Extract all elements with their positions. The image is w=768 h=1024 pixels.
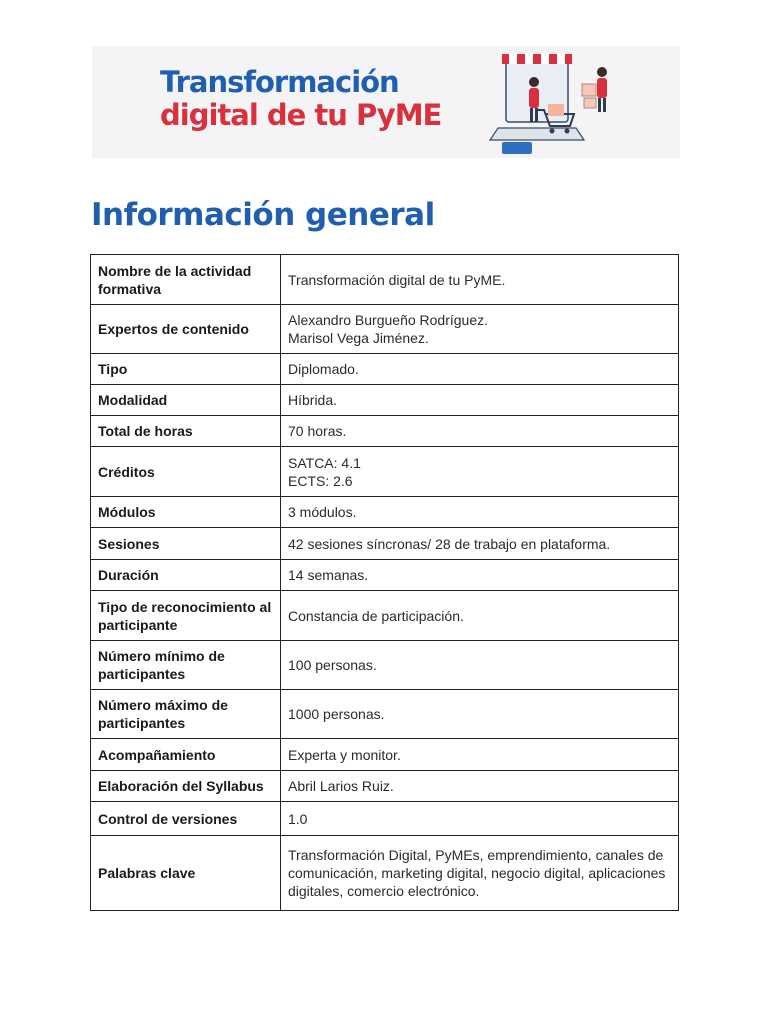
row-label: Palabras clave [91,836,281,911]
row-value: SATCA: 4.1 ECTS: 2.6 [281,447,679,497]
banner-title [160,66,441,132]
table-row [91,416,679,447]
table-row [91,354,679,385]
general-info-table [90,254,679,911]
row-label: Número mínimo de participantes [91,641,281,690]
row-value: Transformación digital de tu PyME. [281,255,679,305]
table-row [91,591,679,641]
row-value: Abril Larios Ruiz. [281,771,679,802]
row-value: 42 sesiones síncronas/ 28 de trabajo en plataforma. [281,528,679,560]
banner-title-line1: Transformación [160,65,399,99]
row-value: 100 personas. [281,641,679,690]
table-row [91,497,679,528]
table-row [91,836,679,911]
online-store-illustration-icon [484,48,624,156]
table-row [91,305,679,354]
row-value: Transformación Digital, PyMEs, emprendimiento, canales de comunicación, marketing digital, negocio digital, aplicaciones digitales, comercio electrónico. [281,836,679,911]
row-value: Alexandro Burgueño Rodríguez. Marisol Vega Jiménez. [281,305,679,354]
row-label: Créditos [91,447,281,497]
row-label: Modalidad [91,385,281,416]
row-label: Control de versiones [91,802,281,836]
header-banner [92,46,680,158]
row-value: Diplomado. [281,354,679,385]
row-label: Número máximo de participantes [91,690,281,739]
section-title: Información general [91,197,435,233]
row-value: 1000 personas. [281,690,679,739]
row-value: 3 módulos. [281,497,679,528]
row-value: 14 semanas. [281,560,679,591]
banner-title-line2: digital de tu PyME [160,98,442,132]
row-label: Duración [91,560,281,591]
table-row [91,447,679,497]
row-label: Total de horas [91,416,281,447]
table-row [91,641,679,690]
row-label: Tipo de reconocimiento al participante [91,591,281,641]
row-label: Expertos de contenido [91,305,281,354]
row-label: Elaboración del Syllabus [91,771,281,802]
row-value: Constancia de participación. [281,591,679,641]
table-row [91,255,679,305]
table-row [91,771,679,802]
row-label: Acompañamiento [91,739,281,771]
row-value: 1.0 [281,802,679,836]
table-row [91,690,679,739]
table-row [91,385,679,416]
row-label: Nombre de la actividad formativa [91,255,281,305]
table-row [91,560,679,591]
row-value: Experta y monitor. [281,739,679,771]
row-label: Tipo [91,354,281,385]
table-row [91,802,679,836]
table-row [91,739,679,771]
row-value: 70 horas. [281,416,679,447]
table-row [91,528,679,560]
row-label: Sesiones [91,528,281,560]
row-label: Módulos [91,497,281,528]
row-value: Híbrida. [281,385,679,416]
